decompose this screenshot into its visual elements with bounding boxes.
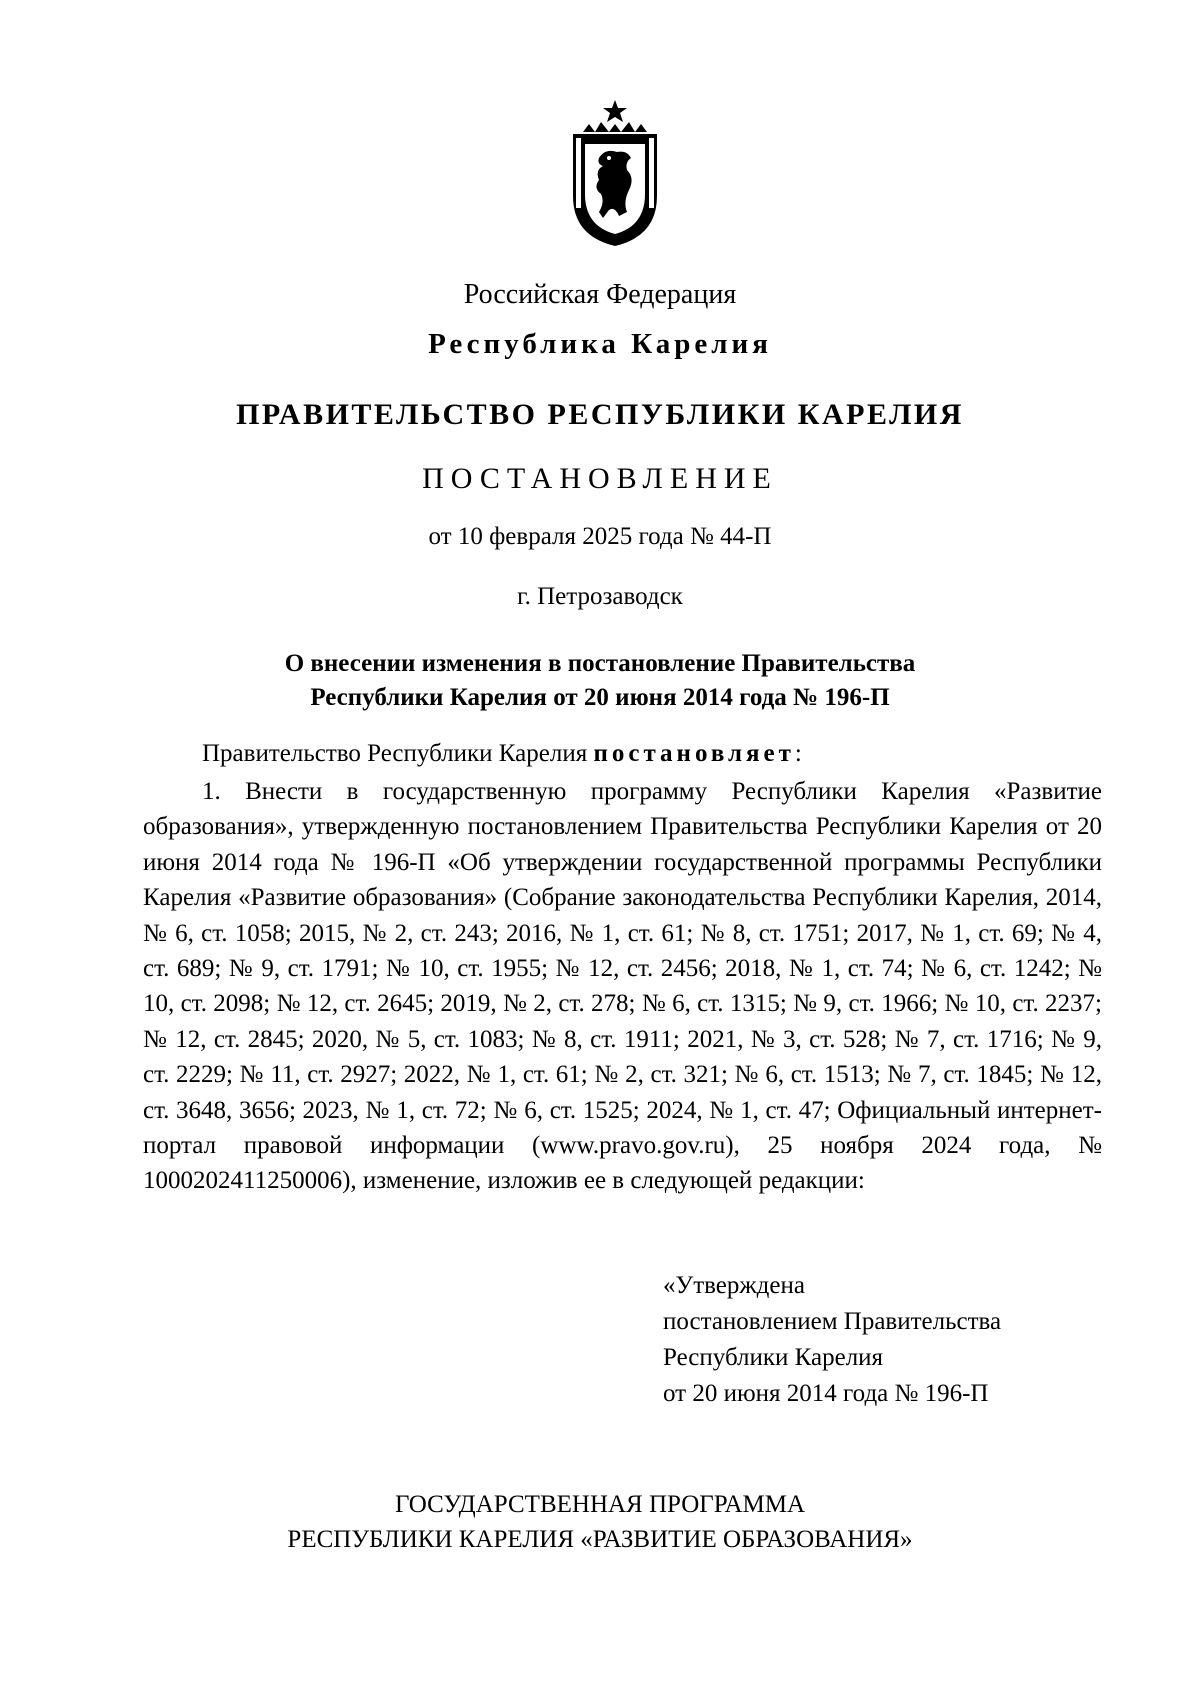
program-title-line-1: ГОСУДАРСТВЕННАЯ ПРОГРАММА (394, 1491, 806, 1518)
document-subject (0, 647, 1200, 715)
document-city: г. Петрозаводск (517, 583, 683, 610)
approval-line-3: Республики Карелия (663, 1344, 884, 1371)
approval-line-2: постановлением Правительства (663, 1308, 1002, 1335)
paragraph-1: 1. Внести в государственную программу Республики Карелия «Развитие образования», утвержденную постановлением Правительства Республики Карелия от 20 июня 2014 года № 196-П «Об утверждении государственной программы Республики Карелия «Развитие образования» (Собрание законодательства Республики Карелия, 2014, № 6, ст. 1058; 2015, № 2, ст. 243; 2016, № 1, ст. 61; № 8, ст. 1751; 2017, № 1, ст. 69; № 4, ст. 689; № 9, ст. 1791; № 10, ст. 1955; № 12, ст. 2456; 2018, № 1, ст. 74; № 6, ст. 1242; № 10, ст. 2098; № 12, ст. 2645; 2019, № 2, ст. 278; № 6, ст. 1315; № 9, ст. 1966; № 10, ст. 2237; № 12, ст. 2845; 2020, № 5, ст. 1083; № 8, ст. 1911; 2021, № 3, ст. 528; № 7, ст. 1716; № 9, ст. 2229; № 11, ст. 2927; 2022, № 1, ст. 61; № 2, ст. 321; № 6, ст. 1513; № 7, ст. 1845; № 12, ст. 3648, 3656; 2023, № 1, ст. 72; № 6, ст. 1525; 2024, № 1, ст. 47; Официальный интернет-портал правовой информации (www.pravo.gov.ru), 25 ноября 2024 года, № 1000202411250006), изменение, изложив ее в следующей редакции: (143, 778, 1102, 1195)
resolution-intro (202, 740, 802, 768)
intro-verb: постановляет (593, 740, 795, 767)
karelia-coat-of-arms-icon (565, 98, 665, 248)
federation-title: Российская Федерация (463, 279, 737, 310)
approval-line-4: от 20 июня 2014 года № 196-П (663, 1380, 989, 1407)
government-title: ПРАВИТЕЛЬСТВО РЕСПУБЛИКИ КАРЕЛИЯ (236, 398, 964, 431)
program-title (0, 1487, 1200, 1557)
program-title-line-2: РЕСПУБЛИКИ КАРЕЛИЯ «РАЗВИТИЕ ОБРАЗОВАНИЯ» (287, 1526, 913, 1553)
intro-colon: : (794, 740, 802, 767)
approval-line-1: «Утверждена (663, 1272, 805, 1299)
document-type: ПОСТАНОВЛЕНИЕ (422, 462, 778, 495)
approval-block (663, 1268, 1001, 1412)
document-date-number: от 10 февраля 2025 года № 44-П (428, 523, 772, 550)
subject-line-2: Республики Карелия от 20 июня 2014 года № 196-П (310, 684, 890, 711)
republic-title: Республика Карелия (428, 328, 772, 360)
subject-line-1: О внесении изменения в постановление Правительства (284, 650, 916, 677)
intro-text: Правительство Республики Карелия (202, 740, 594, 767)
